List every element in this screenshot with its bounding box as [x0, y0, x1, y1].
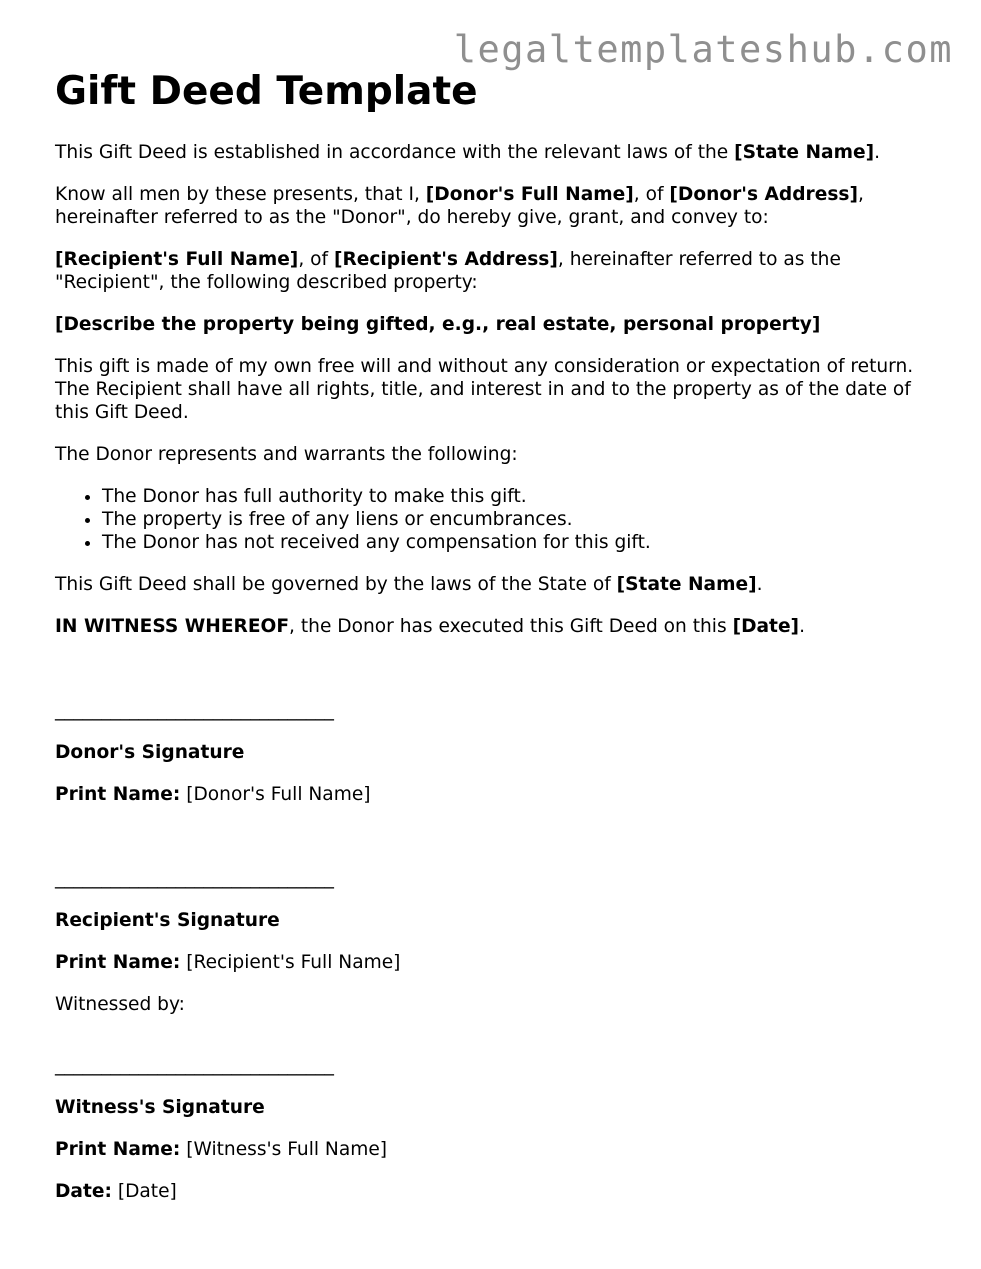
donor-address-placeholder: [Donor's Address] [669, 184, 858, 205]
date-field: Date: [Date] [55, 1181, 177, 1202]
warranties-intro: The Donor represents and warrants the following: [55, 444, 518, 465]
recipient-paragraph: [Recipient's Full Name], of [Recipient's Address], hereinafter referred to as the "Recipient", the following described property: [55, 249, 841, 293]
recipient-signature-line: ______________________________ [55, 868, 334, 889]
witness-signature-label: Witness's Signature [55, 1097, 265, 1118]
donor-name-placeholder: [Donor's Full Name] [425, 184, 634, 205]
watermark: legaltemplateshub.com [453, 28, 953, 71]
list-item: • The Donor has not received any compensation for this gift. [102, 531, 935, 554]
witness-whereof-paragraph: IN WITNESS WHEREOF, the Donor has executed this Gift Deed on this [Date]. [55, 616, 805, 637]
intro-paragraph: This Gift Deed is established in accordance with the relevant laws of the [State Name]. [55, 142, 880, 163]
recipient-name-placeholder: [Recipient's Full Name] [55, 249, 299, 270]
donor-print-name: Print Name: [Donor's Full Name] [55, 784, 371, 805]
donor-signature-label: Donor's Signature [55, 742, 245, 763]
spacer [55, 825, 935, 848]
donor-signature-line: ______________________________ [55, 700, 334, 721]
spacer [55, 1035, 935, 1039]
state-placeholder: [State Name] [734, 142, 875, 163]
state-placeholder: [State Name] [616, 574, 757, 595]
donor-paragraph: Know all men by these presents, that I, [Donor's Full Name], of [Donor's Address], hereinafter referred to as the "Donor", do hereby give, grant, and convey to: [55, 184, 864, 228]
recipient-address-placeholder: [Recipient's Address] [333, 249, 558, 270]
witnessed-by: Witnessed by: [55, 994, 185, 1015]
warranties-list [55, 485, 935, 554]
date-placeholder: [Date] [732, 616, 800, 637]
spacer [55, 657, 935, 680]
free-will-paragraph: This gift is made of my own free will and without any consideration or expectation of return. The Recipient shall have all rights, title, and interest in and to the property as of the date of this Gift Deed. [55, 356, 914, 423]
list-item: • The Donor has full authority to make this gift. [102, 485, 935, 508]
property-description: [Describe the property being gifted, e.g., real estate, personal property] [55, 314, 821, 335]
list-item: • The property is free of any liens or encumbrances. [102, 508, 935, 531]
witness-signature-line: ______________________________ [55, 1055, 334, 1076]
governing-law-paragraph: This Gift Deed shall be governed by the laws of the State of [State Name]. [55, 574, 763, 595]
document-body [55, 141, 935, 1222]
witness-print-name: Print Name: [Witness's Full Name] [55, 1139, 388, 1160]
recipient-signature-label: Recipient's Signature [55, 910, 280, 931]
recipient-print-name: Print Name: [Recipient's Full Name] [55, 952, 401, 973]
page-title: Gift Deed Template [55, 69, 478, 114]
